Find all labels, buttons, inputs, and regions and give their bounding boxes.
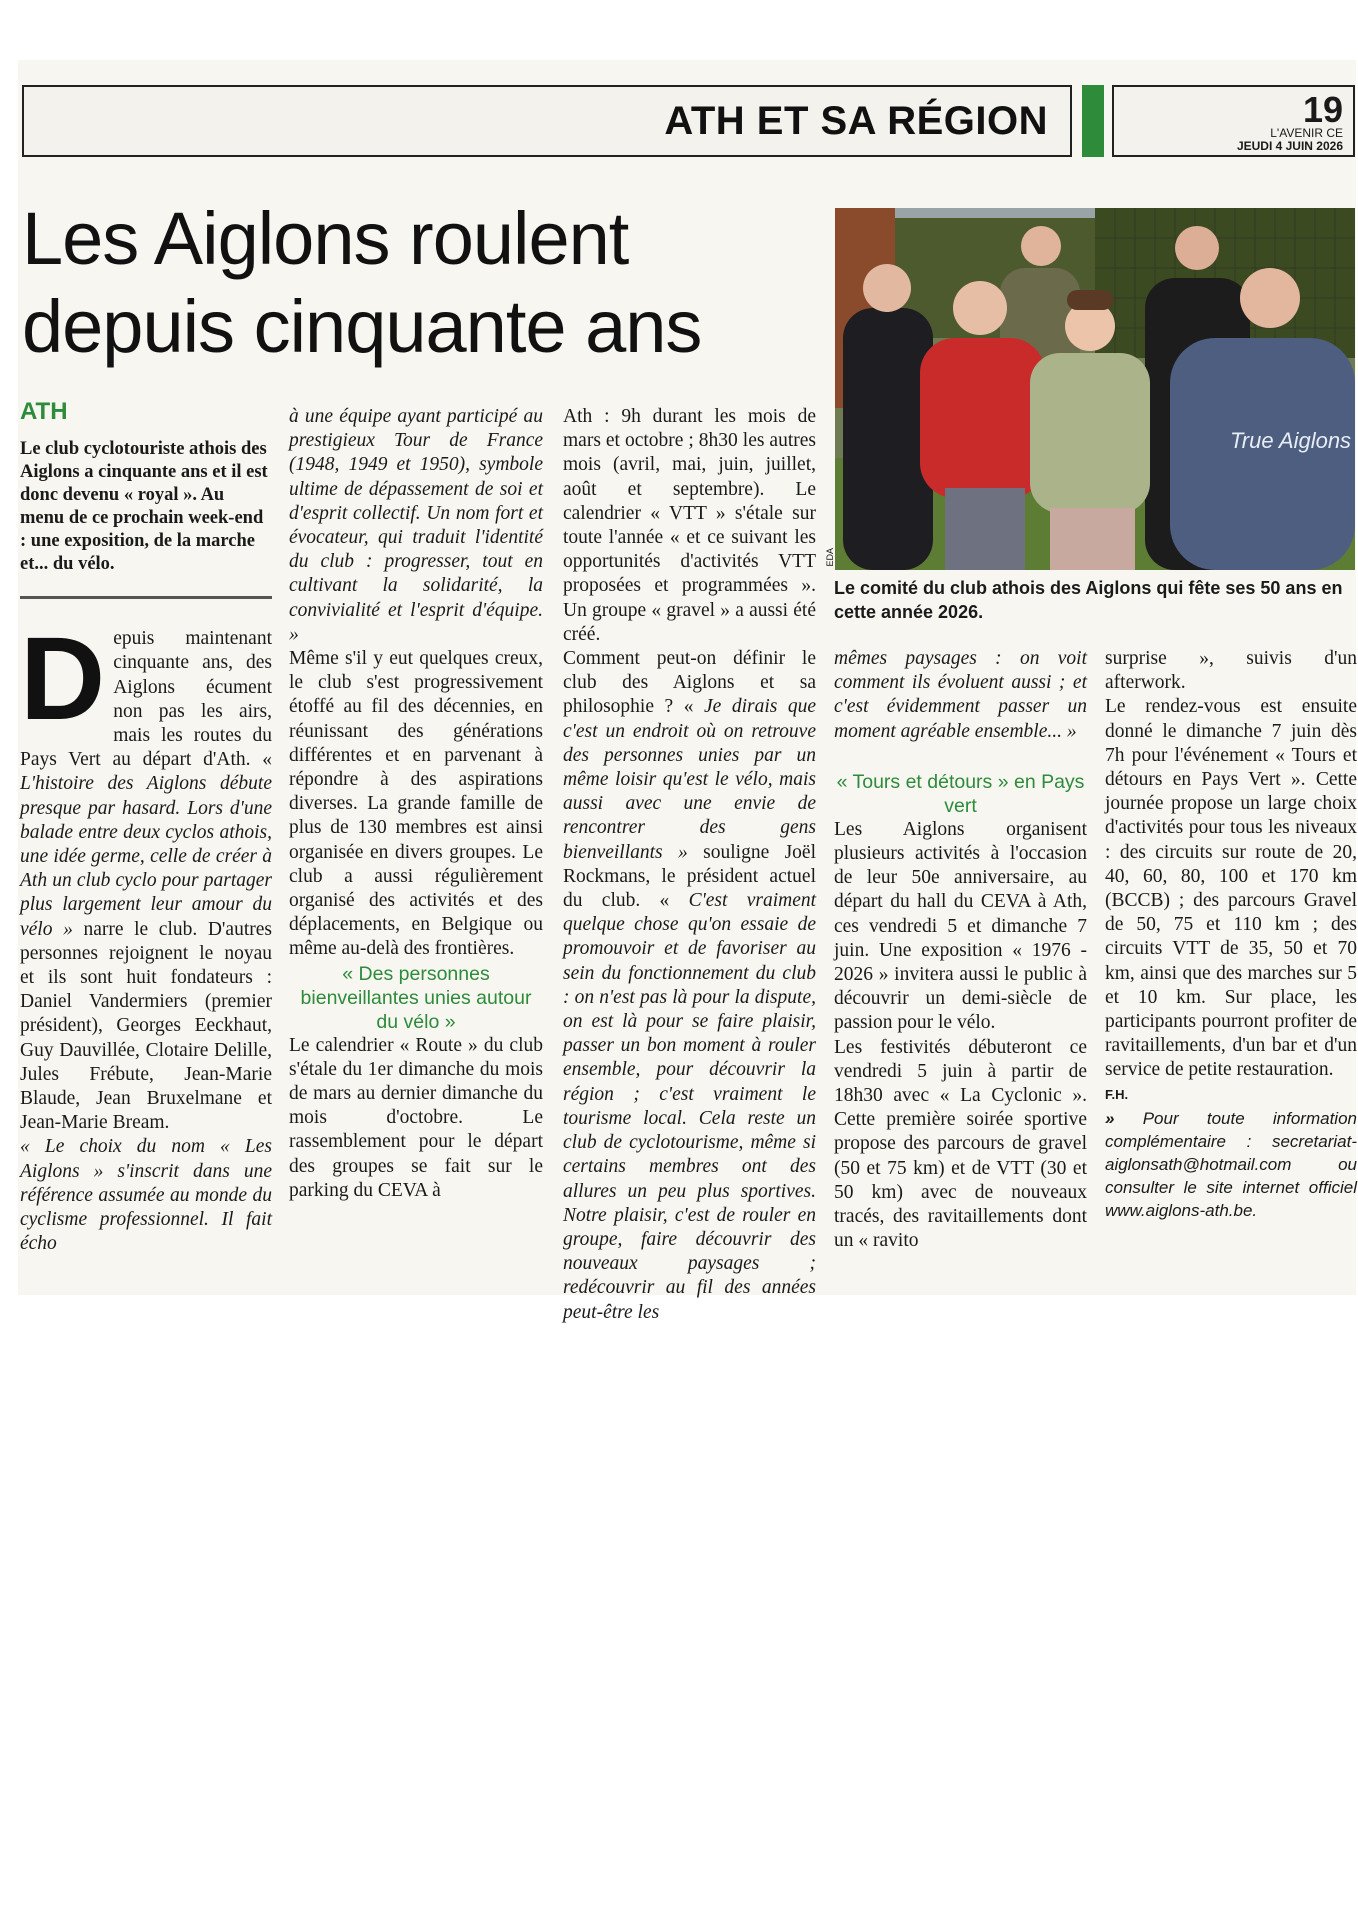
name-quote: « Le choix du nom « Les Aiglons » s'inscrit dans une référence assumée au monde du cyclisme professionnel. Il fait écho <box>20 1136 272 1255</box>
founders-text: narre le club. D'autres personnes rejoignent le noyau et ils sont huit fondateurs : Daniel Vandermiers (premier président), Georges Eeckhaut, Guy Dauvillée, Clotaire Delille, Jules Frébute, Jean-Marie Blaude, Jean Bruxelmane et Jean-Marie Bream. <box>20 918 272 1134</box>
calendar-paragraph: Le calendrier « Route » du club s'étale du 1er dimanche du mois de mars au dernier dimanche du mois d'octobre. Le rassemblement pour le départ des groupes se fait sur le parking du CEVA à <box>289 1034 543 1201</box>
article-lead-paragraph <box>20 613 272 1135</box>
article-chapeau: Le club cyclotouriste athois des Aiglons a cinquante ans et il est donc devenu « royal ». Au menu de ce prochain week-end : une exposition, de la marche et... du vélo. <box>20 439 268 575</box>
photo-caption: Le comité du club athois des Aiglons qui fête ses 50 ans en cette année 2026. <box>834 578 1343 622</box>
photo-shirt-text: True Aiglons <box>1230 428 1352 453</box>
lead-text: epuis maintenant cinquante ans, des Aiglons écument non pas les airs, mais les routes du Pays Vert au départ d'Ath. « <box>20 628 272 771</box>
name-quote-continued: à une équipe ayant participé au prestigieux Tour de France (1948, 1949 et 1950), symbole ultime de dépassement de soi et d'esprit collectif. Un nom fort et évocateur, qui traduit l'identité du club : progresser, tout en cultivant la solidarité, la convivialité et l'esprit d'équipe. » <box>289 406 543 645</box>
chapeau-divider <box>20 596 272 599</box>
publication-info <box>1237 127 1343 153</box>
page-info-box <box>1112 85 1355 157</box>
philosophy-paragraph <box>563 647 816 1325</box>
more-info-text: Pour toute information complémentaire : secretariat-aiglonsath@hotmail.com ou consulter le site internet officiel www.aiglons-ath.be. <box>1105 1108 1357 1220</box>
president-attribution: souligne Joël Rockmans, le président actuel du club. « <box>563 841 816 912</box>
author-signature: F.H. <box>1105 1086 1129 1102</box>
friday-paragraph: Les festivités débuteront ce vendredi 5 juin à partir de 18h30 avec « La Cyclonic ». Cette première soirée sportive propose des parcours de gravel (50 et 75 km) et de VTT (30 et 50 km) avec de nouveaux tracés, des ravitaillements dont un « ravito <box>834 1036 1087 1252</box>
section-color-bar <box>1082 85 1104 157</box>
drop-cap: D <box>20 613 106 746</box>
article-headline: Les Aiglons roulent depuis cinquante ans <box>22 197 702 368</box>
article-column-5 <box>1105 647 1357 1222</box>
president-quote-end: mêmes paysages : on voit comment ils évoluent aussi ; et c'est évidemment passer un moment agréable ensemble... » <box>834 648 1087 742</box>
president-quote-2: C'est vraiment quelque chose qu'on essaie de promouvoir et de favoriser au sein du fonctionnement du club : on n'est pas là pour la dispute, on est là pour se faire plaisir, passer un bon moment à rouler ensemble, pour découvrir la région ; c'est vraiment le tourisme local. Cela reste un club de cyclotourisme, même si certains membres ont des allures un peu plus sportives. Notre plaisir, c'est de rouler en groupe, faire découvrir des nouveaux paysages ; redécouvrir au fil des années peut-être les <box>563 890 817 1323</box>
page-number: 19 <box>1302 89 1343 130</box>
lead-quote: L'histoire des Aiglons débute presque par hasard. Lors d'une balade entre deux cyclos athois, une idée germe, celle de créer à Ath un club cyclo pour partager plus largement leur amour du vélo » <box>20 773 272 940</box>
article-column-2 <box>289 405 543 1203</box>
subhead-tours: « Tours et détours » en Pays vert <box>836 770 1085 817</box>
sunday-paragraph: Le rendez-vous est ensuite donné le dimanche 7 juin dès 7h pour l'événement « Tours et détours en Pays Vert ». Cette journée propose un large choix d'activités pour tous les niveaux : des circuits sur route de 20, 40, 60, 80, 100 et 170 km (BCCB) ; des parcours Gravel de 50, 75 et 110 km ; des circuits VTT de 35, 50 et 70 km, ainsi que des marches sur 5 et 10 km. Sur place, les participants pourront profiter de ravitaillements, d'un bar et d'un service de petite restauration. <box>1105 696 1357 1081</box>
publication-date: JEUDI 4 JUIN 2026 <box>1236 139 1343 153</box>
friday-paragraph-end: surprise », suivis d'un afterwork. <box>1105 648 1357 694</box>
subhead-personnes: « Des personnes bienveillantes unies autour du vélo » <box>300 962 532 1033</box>
philosophy-question: Comment peut-on définir le club des Aiglons et sa philosophie ? « <box>563 648 816 718</box>
article-column-4 <box>834 647 1087 1253</box>
president-quote: Je dirais que c'est un endroit où on retrouve des personnes unies par un même loisir qu'est le vélo, mais aussi avec une envie de rencontrer des gens bienveillants » <box>563 696 817 863</box>
photo-credit: EDA <box>825 548 835 567</box>
anniversary-paragraph: Les Aiglons organisent plusieurs activités à l'occasion de leur 50e anniversaire, au départ du hall du CEVA à Ath, ces vendredi 5 et dimanche 7 juin. Une exposition « 1976 - 2026 » invitera aussi le public à découvrir un demi-siècle de passion pour le vélo. <box>834 818 1087 1034</box>
article-kicker: ATH <box>20 398 68 425</box>
history-paragraph: Même s'il y eut quelques creux, le club s'est progressivement étoffé au fil des décennies, en réunissant des générations différentes et en parvenant à répondre à des aspirations diverses. La grande famille de plus de 130 membres est ainsi organisée en divers groupes. Le club a aussi régulièrement organisé des activités et des déplacements, en Belgique ou même au-delà des frontières. <box>289 648 543 960</box>
article-photo <box>835 208 1355 570</box>
section-title: ATH ET SA RÉGION <box>664 99 1048 143</box>
calendar-continued: Ath : 9h durant les mois de mars et octobre ; 8h30 les autres mois (avril, mai, juin, juillet, août et septembre). Le calendrier « VTT » s'étale sur toute l'année « et ce suivant les opportunités d'activités VTT proposées et programmées ». Un groupe « gravel » a aussi été créé. <box>563 406 816 645</box>
article-column-1 <box>20 400 272 1256</box>
publication-name: L'AVENIR CE <box>1270 126 1343 140</box>
more-info-marker: » <box>1105 1108 1115 1128</box>
section-header-band <box>22 85 1072 157</box>
more-info <box>1105 1107 1357 1222</box>
article-column-3 <box>563 405 816 1325</box>
